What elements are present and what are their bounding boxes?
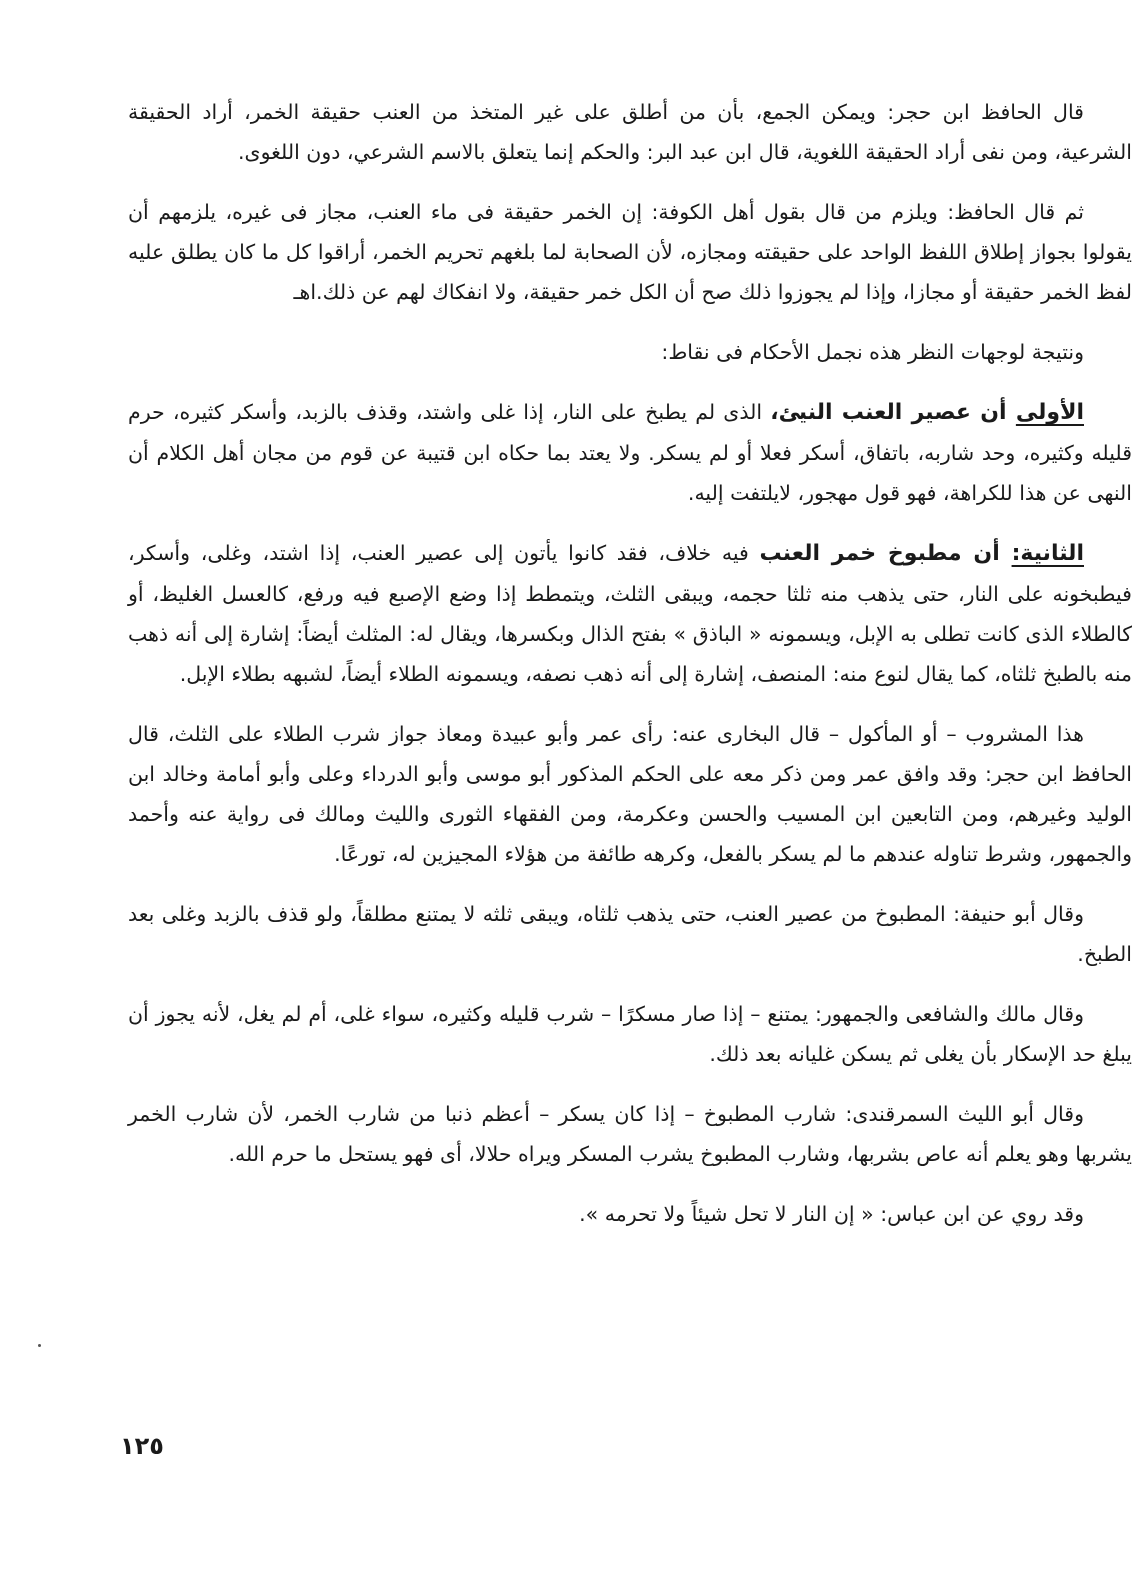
paragraph-3: ونتيجة لوجهات النظر هذه نجمل الأحكام فى نقاط:	[661, 340, 1084, 364]
heading-second: الثانية:	[1011, 541, 1084, 566]
heading-second-rest: أن مطبوخ خمر العنب	[759, 541, 1012, 566]
page-number: ١٢٥	[120, 1432, 164, 1460]
paragraph-10: وقد روي عن ابن عباس: « إن النار لا تحل شيئاً ولا تحرمه ».	[579, 1202, 1084, 1226]
paragraph-8: وقال مالك والشافعى والجمهور: يمتنع – إذا صار مسكرًا – شرب قليله وكثيره، سواء غلى، أم لم يغل، لأنه يجوز أن يبلغ حد الإسكار بأن يغلى ثم يسكن غليانه بعد ذلك.	[128, 1002, 1132, 1066]
paragraph-9: وقال أبو الليث السمرقندى: شارب المطبوخ – إذا كان يسكر – أعظم ذنبا من شارب الخمر، لأن شارب الخمر يشربها وهو يعلم أنه عاص بشربها، وشارب المطبوخ يشرب المسكر ويراه حلالا، أى فهو يستحل ما حرم الله.	[128, 1102, 1132, 1166]
body-text	[128, 92, 1132, 1254]
margin-speck	[38, 1344, 41, 1347]
paragraph-4: الأولى أن عصير العنب النيئ، الذى لم يطبخ على النار، إذا غلى واشتد، وقذف بالزبد، وأسكر كثيره، حرم قليله وكثيره، وحد شاربه، باتفاق، أسكر فعلا أو لم يسكر. ولا يعتد بما حكاه ابن قتيبة عن قوم من مجان أهل الكلام أن النهى عن هذا للكراهة، فهو قول مهجور، لايلتفت إليه.	[128, 400, 1132, 505]
heading-first-rest: أن عصير العنب النيئ،	[770, 400, 1016, 425]
paragraph-5: الثانية: أن مطبوخ خمر العنب فيه خلاف، فقد كانوا يأتون إلى عصير العنب، إذا اشتد، وغلى، وأسكر، فيطبخونه على النار، حتى يذهب منه ثلثا حجمه، ويبقى الثلث، ويتمطط إذا وضع الإصبع فيه ورفع، كالعسل الغليظ، أو كالطلاء الذى كانت تطلى به الإبل، ويسمونه « الباذق » بفتح الذال وبكسرها، ويقال له: المثلث أيضاً: إشارة إلى أنه ذهب منه بالطبخ ثلثاه، كما يقال لنوع منه: المنصف، إشارة إلى أنه ذهب نصفه، ويسمونه الطلاء أيضاً، لشبهه بطلاء الإبل.	[128, 541, 1132, 686]
paragraph-2: ثم قال الحافظ: ويلزم من قال بقول أهل الكوفة: إن الخمر حقيقة فى ماء العنب، مجاز فى غيره، يلزمهم أن يقولوا بجواز إطلاق اللفظ الواحد على حقيقته ومجازه، لأن الصحابة لما بلغهم تحريم الخمر، أراقوا كل ما كان يطلق عليه لفظ الخمر حقيقة أو مجازا، وإذا لم يجوزوا ذلك صح أن الكل خمر حقيقة، ولا انفكاك لهم عن ذلك.اهـ	[128, 200, 1132, 304]
paragraph-6: هذا المشروب – أو المأكول – قال البخارى عنه: رأى عمر وأبو عبيدة ومعاذ جواز شرب الطلاء على الثلث، قال الحافظ ابن حجر: وقد وافق عمر ومن ذكر معه على الحكم المذكور أبو موسى وأبو الدرداء وعلى وأبو أمامة وخالد ابن الوليد وغيرهم، ومن التابعين ابن المسيب والحسن وعكرمة، ومن الفقهاء الثورى والليث ومالك فى رواية عنه وأحمد والجمهور، وشرط تناوله عندهم ما لم يسكر بالفعل، وكرهه طائفة من هؤلاء المجيزين له، تورعًا.	[128, 722, 1132, 866]
paragraph-7: وقال أبو حنيفة: المطبوخ من عصير العنب، حتى يذهب ثلثاه، ويبقى ثلثه لا يمتنع مطلقاً، ولو قذف بالزبد وغلى بعد الطبخ.	[128, 902, 1132, 966]
paragraph-1: قال الحافظ ابن حجر: ويمكن الجمع، بأن من أطلق على غير المتخذ من العنب حقيقة الخمر، أراد الحقيقة الشرعية، ومن نفى أراد الحقيقة اللغوية، قال ابن عبد البر: والحكم إنما يتعلق بالاسم الشرعي، دون اللغوى.	[128, 100, 1132, 164]
heading-first: الأولى	[1015, 400, 1084, 425]
